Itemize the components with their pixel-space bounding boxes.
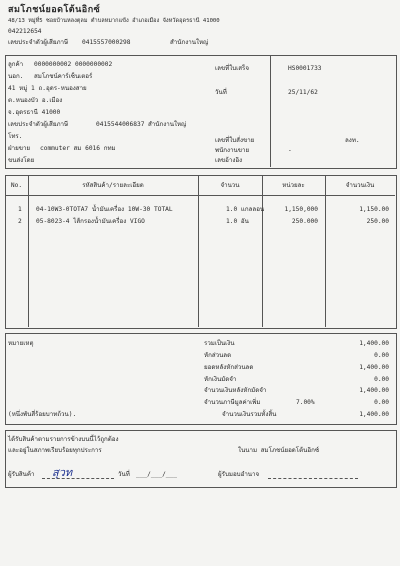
company-phone: 042212654 — [8, 28, 42, 35]
summary-label-grand-total: จำนวนเงินรวมทั้งสิ้น — [222, 411, 277, 418]
customer-address-1: 41 หมู่ 1 ถ.อุดร-หนองสาย — [8, 85, 87, 92]
col-divider-3 — [262, 175, 263, 327]
summary-value-discount: 0.00 — [374, 352, 389, 359]
table-row-1-no: 1 — [18, 206, 22, 213]
info-divider — [270, 55, 271, 167]
summary-value-after-discount: 1,400.00 — [359, 364, 389, 371]
table-row-1-desc: 04-10W3-0TOTA7 น้ำมันเครื่อง 10W-30 TOTAL — [36, 206, 173, 213]
receiver-label: ผู้รับสินค้า — [8, 471, 35, 478]
col-header-qty: จำนวน — [220, 182, 240, 189]
table-row-1-amount: 1,150.00 — [359, 206, 389, 213]
on-behalf-label: ในนาม สมโภชน์ยอดโต้นอิกซ์ — [238, 447, 320, 454]
company-branch: สำนักงานใหญ่ — [170, 39, 209, 46]
company-name: สมโภชน์ยอดโต้นอิกซ์ — [8, 5, 101, 15]
summary-value-grand-total: 1,400.00 — [359, 411, 389, 418]
table-row-2-price: 250.000 — [291, 218, 318, 225]
summary-value-after-deposit: 1,400.00 — [359, 387, 389, 394]
customer-address-3: จ.อุดรธานี 41000 — [8, 109, 61, 116]
doc-date: 25/11/62 — [288, 89, 318, 96]
customer-code-label: ลูกค้า — [8, 61, 24, 68]
summary-label-discount: หักส่วนลด — [204, 352, 232, 359]
doc-sales-value: - — [288, 147, 292, 154]
col-divider-4 — [325, 175, 326, 327]
table-row-2-amount: 250.00 — [366, 218, 389, 225]
col-divider-2 — [198, 175, 199, 327]
receiver-signature: สุวท — [52, 466, 73, 479]
customer-name: สมโภชน์คาร์เซ็นเตอร์ — [34, 73, 93, 80]
table-header-divider — [5, 195, 395, 196]
doc-po-label: เลขที่ใบสั่งขาย — [215, 137, 255, 144]
table-row-1-price: 1,150,000 — [284, 206, 318, 213]
customer-sale-label: ฝ่ายขาย — [8, 145, 31, 152]
customer-address-2: ต.หนองบัว อ.เมือง — [8, 97, 63, 104]
doc-date-label: วันที่ — [215, 89, 227, 96]
receive-date-label: วันที่ — [118, 471, 130, 478]
received-note: ได้รับสินค้าตามรายการข้างบนนี้ไว้ถูกต้อง — [8, 436, 119, 443]
table-row-1-qty: 1.0 แกลลอน — [226, 206, 265, 213]
summary-label-deposit: หักเงินมัดจำ — [204, 376, 237, 383]
summary-value-subtotal: 1,400.00 — [359, 340, 389, 347]
customer-tax-label: เลขประจำตัวผู้เสียภาษี — [8, 121, 69, 128]
col-header-no: No. — [10, 182, 23, 189]
doc-no: HS0001733 — [288, 65, 322, 72]
summary-value-vat: 0.00 — [374, 399, 389, 406]
company-tax-id: 0415557000298 — [82, 39, 131, 46]
col-header-price: หน่วยละ — [282, 182, 305, 189]
authorizer-label: ผู้รับมอบอำนาจ — [218, 471, 260, 478]
summary-label-vat: จำนวนภาษีมูลค่าเพิ่ม — [204, 399, 261, 406]
doc-sales-label: พนักงานขาย — [215, 147, 250, 154]
company-address: 48/13 หมู่ที่5 ซอยบ้านหลงตุลม ตำบลหมากแข้ง อำเภอเมือง จังหวัดอุดรธานี 41000 — [8, 18, 220, 24]
col-divider-1 — [28, 175, 29, 327]
company-tax-label: เลขประจำตัวผู้เสียภาษี — [8, 39, 69, 46]
customer-code: 0000000002 0000000002 — [34, 61, 113, 68]
summary-label-after-deposit: จำนวนเงินหลังหักมัดจำ — [204, 387, 267, 394]
table-row-2-desc: 05-8023-4 ไส้กรองน้ำมันเครื่อง VIGO — [36, 218, 145, 225]
receive-date-blank: ___/___/___ — [136, 471, 177, 478]
amount-in-words: (หนึ่งพันสี่ร้อยบาทถ้วน). — [8, 411, 77, 418]
table-row-2-qty: 1.0 อัน — [226, 218, 249, 225]
table-row-2-no: 2 — [18, 218, 22, 225]
doc-ref-label: เลขอ้างอิง — [215, 157, 243, 164]
authorizer-signature-line — [268, 478, 358, 479]
condition-note: และอยู่ในสภาพเรียบร้อยทุกประการ — [8, 447, 102, 454]
summary-vat-rate: 7.00% — [296, 399, 315, 406]
col-header-amount: จำนวนเงิน — [345, 182, 375, 189]
customer-name-label: นอก. — [8, 73, 24, 80]
summary-value-deposit: 0.00 — [374, 376, 389, 383]
customer-delivery-label: ขนส่งโดย — [8, 157, 35, 164]
doc-no-label: เลขที่ใบเสร็จ — [215, 65, 250, 72]
customer-branch: สำนักงานใหญ่ — [148, 121, 187, 128]
remark-label: หมายเหตุ — [8, 340, 34, 347]
doc-po-suffix: ลงท. — [345, 137, 360, 144]
customer-tax-id: 0415544006837 — [96, 121, 145, 128]
summary-label-after-discount: ยอดหลังหักส่วนลด — [204, 364, 254, 371]
items-table — [5, 175, 397, 329]
summary-label-subtotal: รวมเป็นเงิน — [204, 340, 235, 347]
customer-phone-label: โทร. — [8, 133, 23, 140]
customer-sale-value: commuter สม 6016 กทม — [40, 145, 116, 152]
col-header-desc: รหัสสินค้า/รายละเอียด — [82, 182, 144, 189]
